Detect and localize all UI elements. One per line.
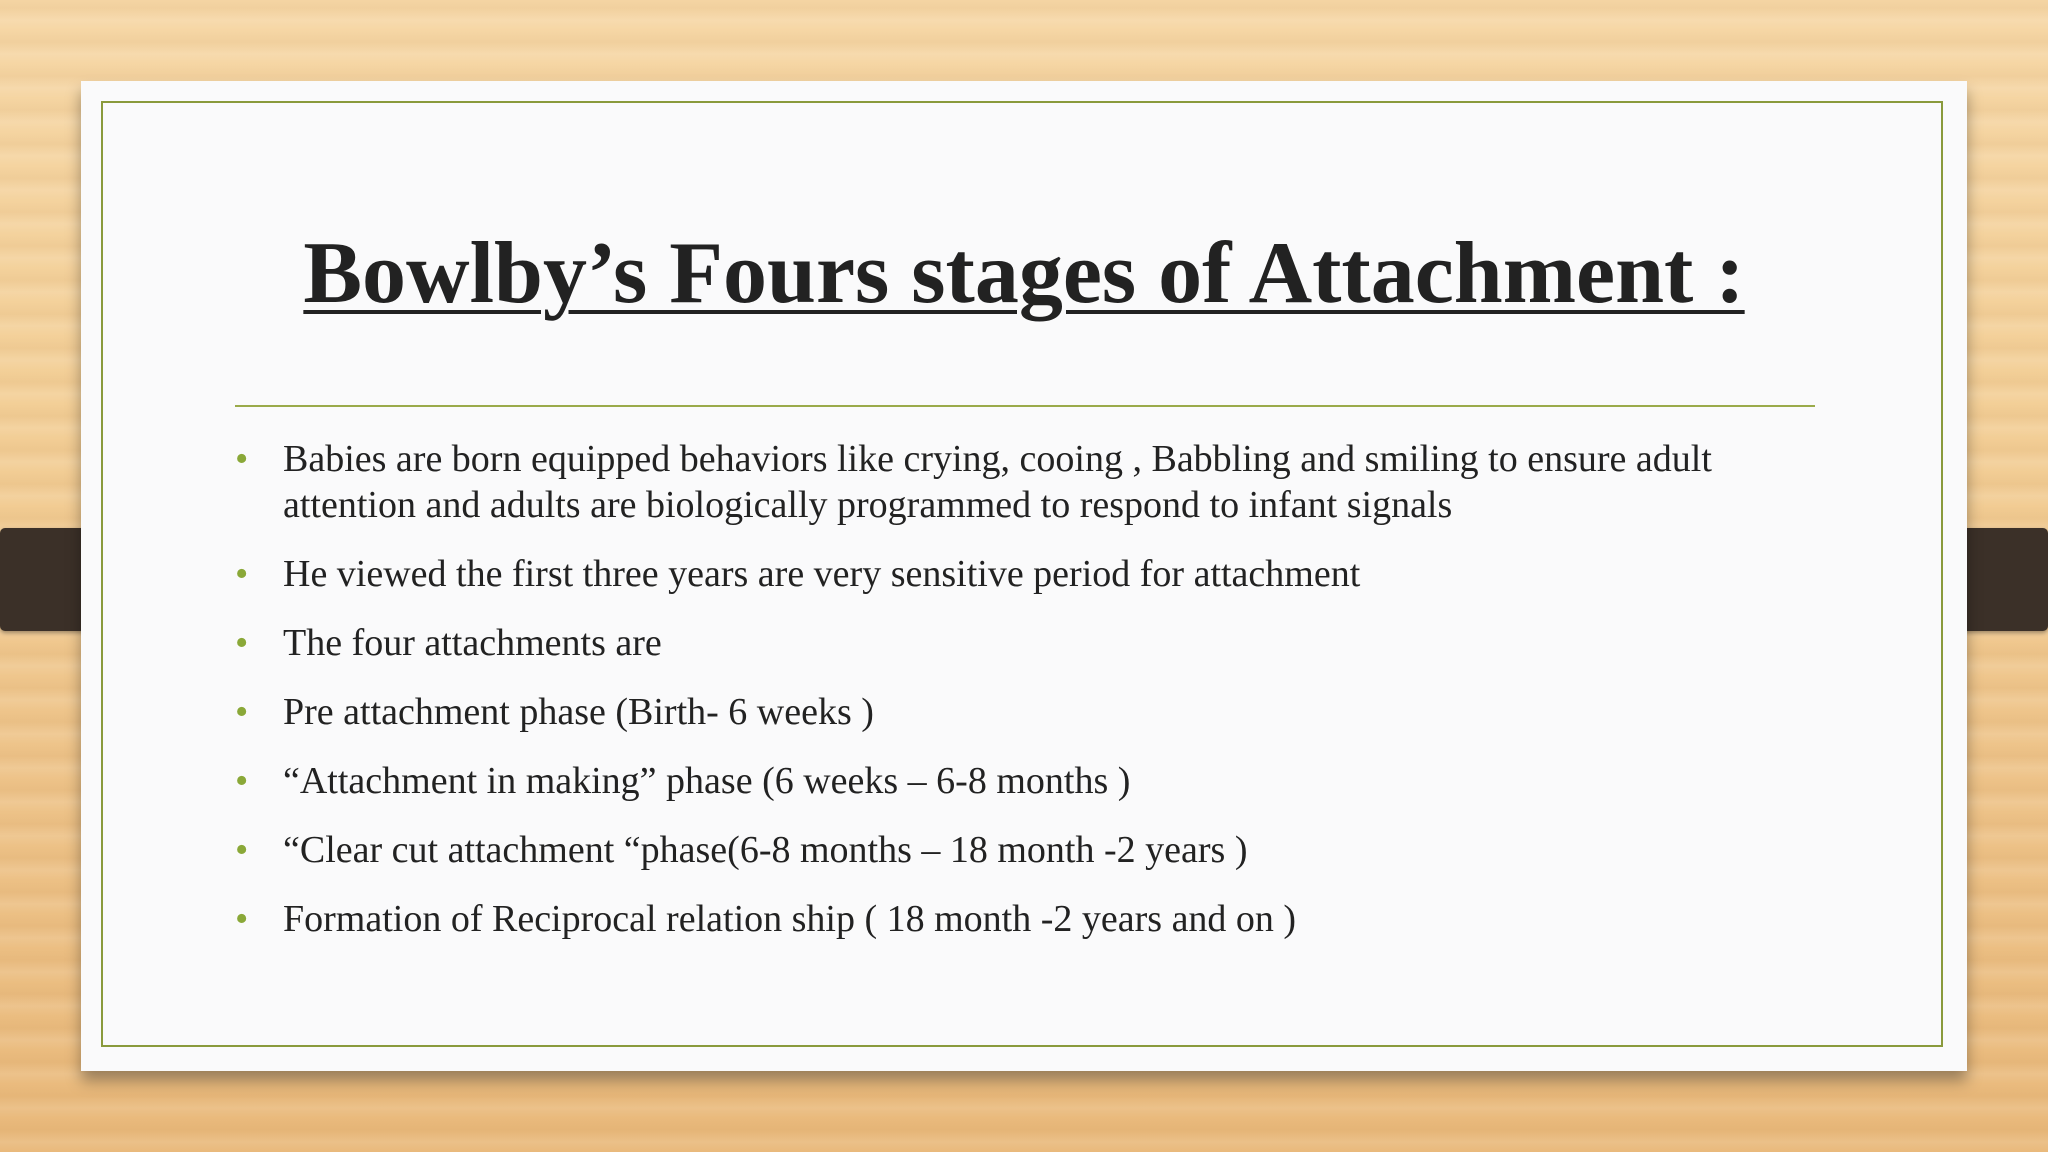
bullet-text: “Attachment in making” phase (6 weeks – 6-8 months ): [283, 760, 1131, 802]
bullet-icon: •: [235, 898, 249, 940]
bullet-item: [235, 758, 1815, 804]
bullet-icon: •: [235, 691, 249, 733]
bullet-item: [235, 436, 1815, 528]
bullet-item: [235, 620, 1815, 666]
bullet-item: [235, 896, 1815, 942]
bullet-item: [235, 689, 1815, 735]
bullet-text: The four attachments are: [283, 622, 662, 664]
bullet-icon: •: [235, 438, 249, 480]
bullet-text: Pre attachment phase (Birth- 6 weeks ): [283, 691, 874, 733]
bullet-icon: •: [235, 760, 249, 802]
bullet-text: He viewed the first three years are very sensitive period for attachment: [283, 553, 1361, 595]
bullet-text: Babies are born equipped behaviors like crying, cooing , Babbling and smiling to ensure adult attention and adults are biologically programmed to respond to infant signals: [283, 438, 1712, 526]
bullet-item: [235, 827, 1815, 873]
bullet-icon: •: [235, 829, 249, 871]
slide-card: [81, 81, 1967, 1071]
bullet-icon: •: [235, 553, 249, 595]
bullet-list: [235, 436, 1815, 965]
bullet-text: “Clear cut attachment “phase(6-8 months – 18 month -2 years ): [283, 829, 1248, 871]
bullet-icon: •: [235, 622, 249, 664]
title-divider: [235, 405, 1815, 407]
bullet-item: [235, 551, 1815, 597]
bullet-text: Formation of Reciprocal relation ship ( 18 month -2 years and on ): [283, 898, 1297, 940]
slide-title: Bowlby’s Fours stages of Attachment :: [303, 225, 1745, 322]
